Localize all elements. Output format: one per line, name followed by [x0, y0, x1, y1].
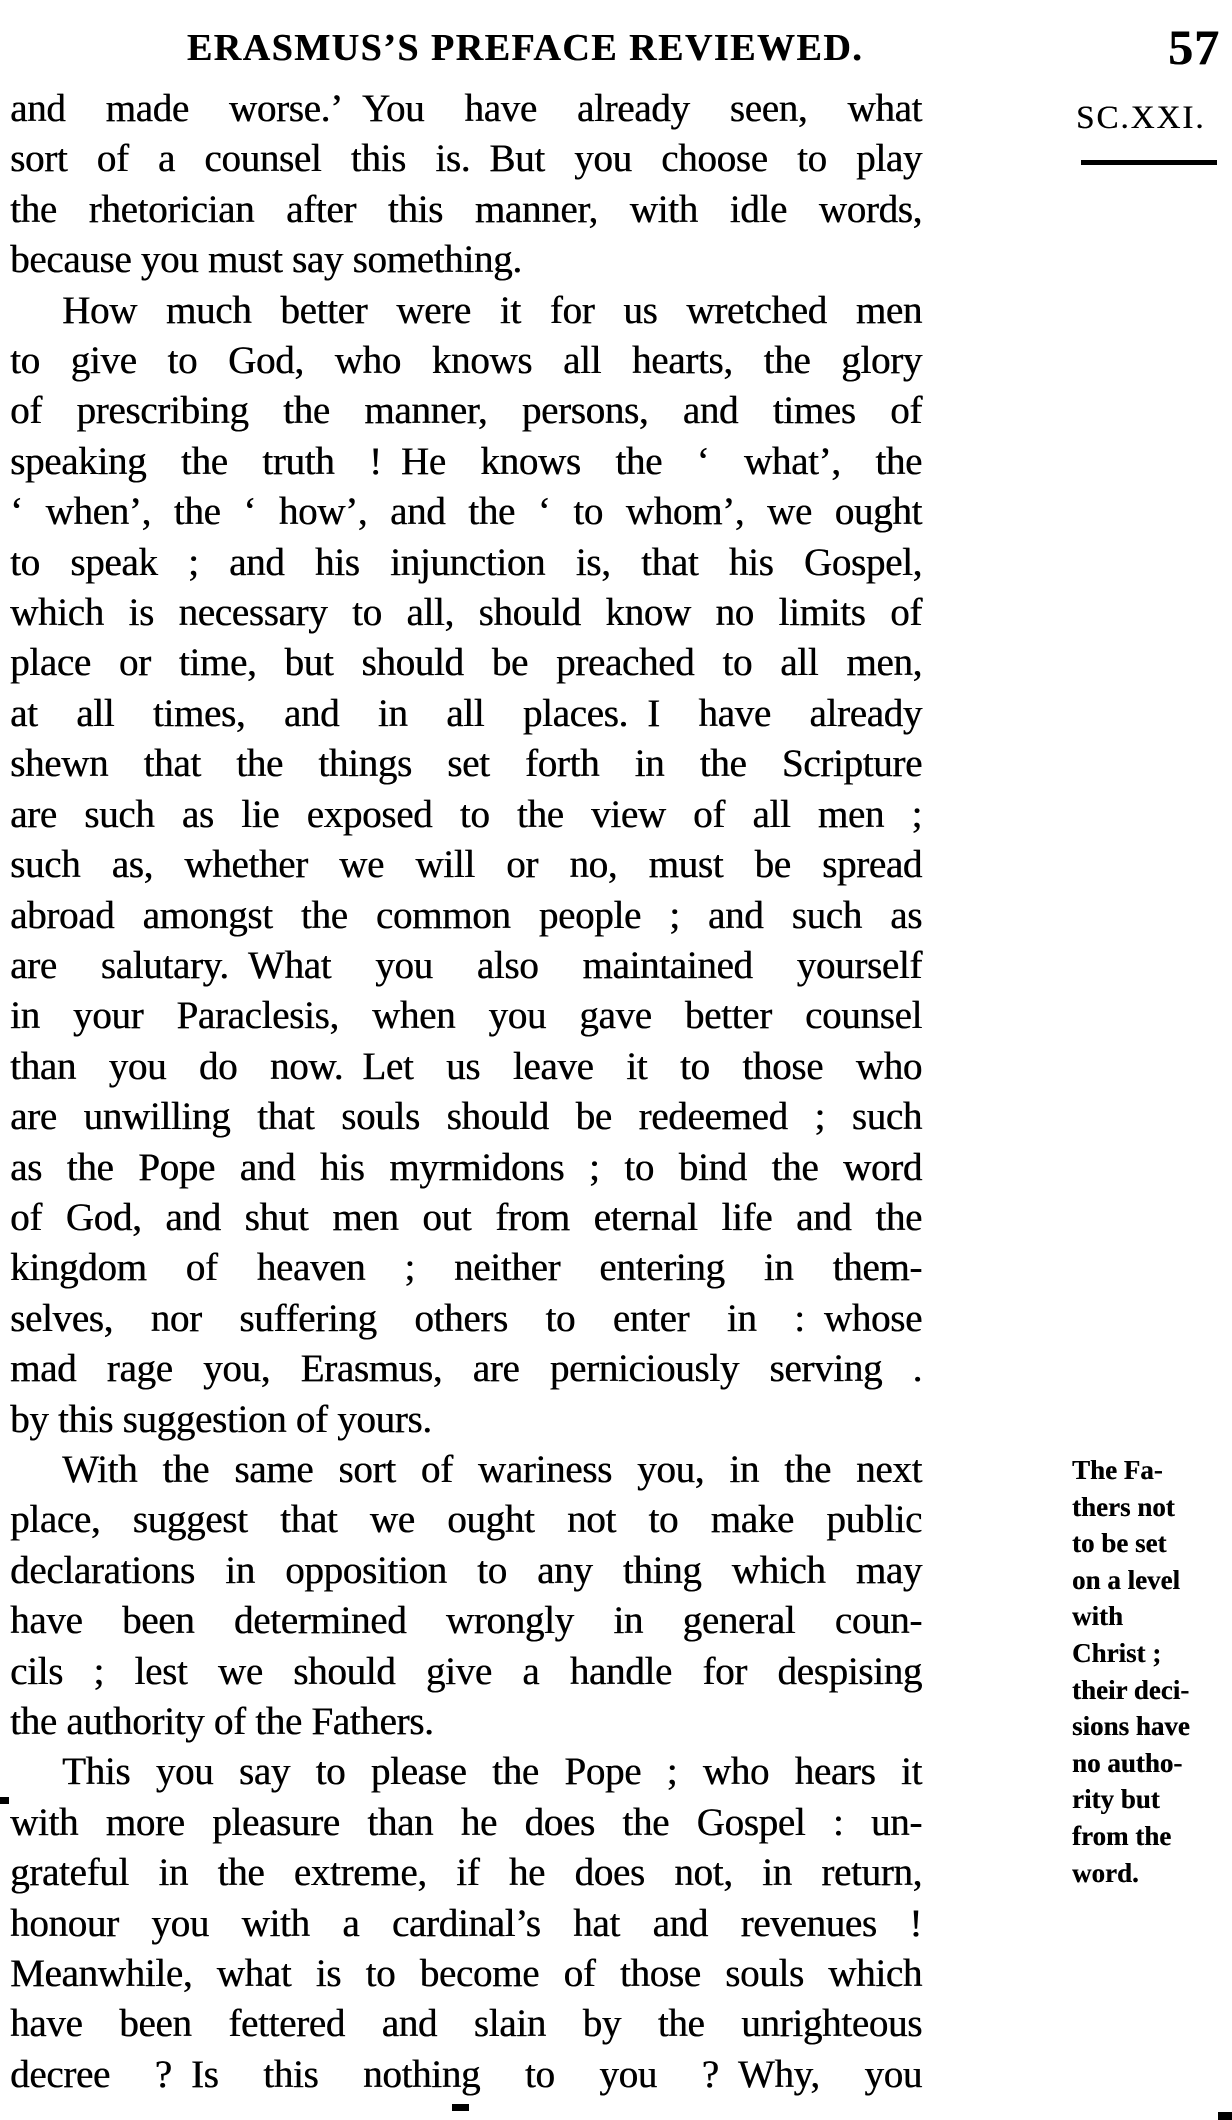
margin-note-line: rity but — [1072, 1784, 1160, 1815]
text-line: grateful in the extreme, if he does not, in return, — [10, 1851, 922, 1895]
margin-rule — [1081, 160, 1217, 165]
text-line: with more pleasure than he does the Gospel : un- — [10, 1800, 922, 1844]
text-line: How much better were it for us wretched men — [62, 288, 922, 332]
text-line: by this suggestion of yours. — [10, 1397, 432, 1441]
running-header: ERASMUS’S PREFACE REVIEWED. — [186, 27, 864, 69]
text-line: are such as lie exposed to the view of all men ; — [10, 792, 922, 836]
margin-note-line: from the — [1072, 1820, 1172, 1851]
text-line: shewn that the things set forth in the Scripture — [10, 742, 922, 786]
text-line: declarations in opposition to any thing which may — [10, 1548, 922, 1592]
margin-note-line: with — [1072, 1601, 1124, 1632]
margin-note-line: to be set — [1072, 1528, 1167, 1559]
margin-note-line: word. — [1072, 1857, 1139, 1888]
text-line: to give to God, who knows all hearts, the glory — [10, 339, 922, 383]
margin-note-line: no autho- — [1072, 1747, 1183, 1778]
text-line: honour you with a cardinal’s hat and revenues ! — [10, 1901, 922, 1945]
text-line: have been determined wrongly in general coun- — [10, 1599, 922, 1643]
text-line: kingdom of heaven ; neither entering in them- — [10, 1246, 922, 1290]
margin-note-line: on a level — [1072, 1564, 1180, 1595]
text-line: Meanwhile, what is to become of those souls which — [10, 1952, 922, 1996]
text-line: place or time, but should be preached to all men, — [10, 641, 922, 685]
margin-note-line: their deci- — [1072, 1674, 1190, 1705]
text-line: which is necessary to all, should know no limits of — [10, 591, 922, 635]
text-line: at all times, and in all places. I have already — [10, 691, 922, 735]
text-line: as the Pope and his myrmidons ; to bind the word — [10, 1145, 922, 1189]
margin-note — [1072, 1452, 1232, 1891]
margin-section-label: SC.XXI. — [1076, 100, 1206, 136]
text-line: in your Paraclesis, when you gave better counsel — [10, 994, 922, 1038]
text-line: such as, whether we will or no, must be spread — [10, 843, 922, 887]
text-line: abroad amongst the common people ; and such as — [10, 893, 922, 937]
margin-note-line: Christ ; — [1072, 1637, 1162, 1668]
page-number: 57 — [1168, 19, 1220, 75]
text-line: speaking the truth ! He knows the ‘ what’, the — [10, 439, 922, 483]
scan-artifact-left-edge — [0, 1797, 9, 1804]
text-line: are salutary. What you also maintained yourself — [10, 943, 922, 987]
text-line: the authority of the Fathers. — [10, 1700, 434, 1743]
text-line: of God, and shut men out from eternal life and the — [10, 1195, 922, 1239]
text-line: of prescribing the manner, persons, and times of — [10, 389, 922, 433]
text-line: ‘ when’, the ‘ how’, and the ‘ to whom’, we ought — [10, 490, 922, 534]
text-line: than you do now. Let us leave it to those who — [10, 1044, 922, 1088]
text-line: decree ? Is this nothing to you ? Why, you — [10, 2052, 922, 2096]
text-line: sort of a counsel this is. But you choose to play — [10, 137, 922, 181]
text-line: selves, nor suffering others to enter in : whose — [10, 1296, 922, 1340]
text-line: and made worse.’ You have already seen, what — [10, 87, 922, 130]
margin-note-line: sions have — [1072, 1711, 1190, 1742]
text-line: cils ; lest we should give a handle for despising — [10, 1649, 922, 1693]
margin-note-line: thers not — [1072, 1491, 1175, 1522]
margin-note-line: The Fa- — [1072, 1455, 1163, 1485]
scan-artifact-bottom — [452, 2104, 469, 2111]
body-text-column — [10, 84, 922, 2100]
text-line: are unwilling that souls should be redeemed ; such — [10, 1095, 922, 1139]
text-line: have been fettered and slain by the unrighteous — [10, 2002, 922, 2046]
scan-artifact-corner — [1218, 2112, 1232, 2120]
text-line: This you say to please the Pope ; who hears it — [62, 1750, 922, 1794]
text-line: to speak ; and his injunction is, that his Gospel, — [10, 540, 922, 584]
text-line: mad rage you, Erasmus, are perniciously serving . — [10, 1347, 922, 1391]
text-line: the rhetorician after this manner, with idle words, — [10, 187, 922, 231]
text-line: place, suggest that we ought not to make public — [10, 1498, 922, 1542]
text-line: With the same sort of wariness you, in the next — [62, 1447, 922, 1491]
text-line: because you must say something. — [10, 238, 522, 282]
